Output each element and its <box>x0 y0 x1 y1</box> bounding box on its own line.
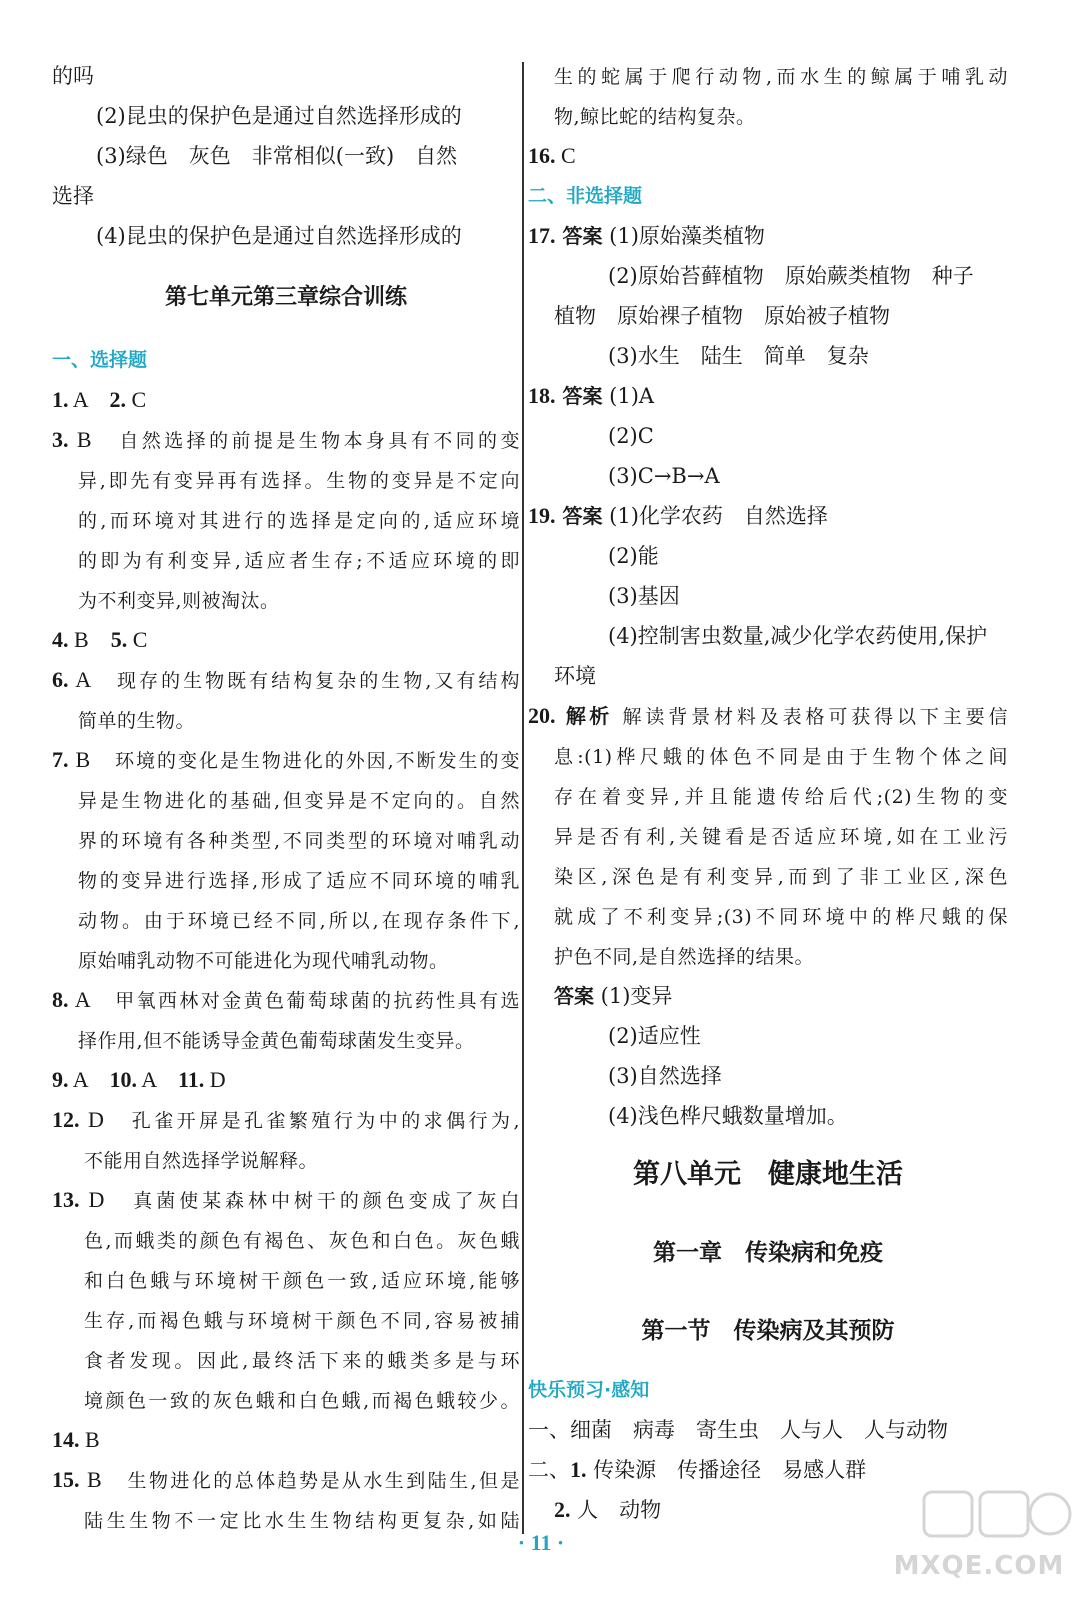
text-line <box>52 620 520 660</box>
text-span: 第八单元 健康地生活 <box>633 1159 903 1190</box>
text-span: 一、细菌 病毒 寄生虫 人与人 人与动物 <box>528 1418 948 1442</box>
text-line <box>52 1140 520 1180</box>
text-span: 传染源 传播途径 易感人群 <box>586 1458 867 1482</box>
text-span: 现存的生物既有结构复杂的生物,又有结构 <box>117 670 520 692</box>
text-span: 息:(1)桦尺蛾的体色不同是由于生物个体之间 <box>554 746 1008 768</box>
text-span: (1)原始藻类植物 <box>602 224 765 248</box>
text-line <box>52 460 520 500</box>
item-number: 3. <box>52 427 69 452</box>
text-span: A <box>68 387 110 412</box>
text-span: 动物。由于环境已经不同,所以,在现存条件下, <box>78 910 520 932</box>
text-span: D <box>204 1067 226 1092</box>
text-span: 自然选择的前提是生物本身具有不同的变 <box>119 430 520 452</box>
text-span: 二、非选择题 <box>528 185 643 207</box>
text-span: (2)原始苔藓植物 原始蕨类植物 种子 <box>608 264 974 288</box>
item-number: 20. <box>528 703 556 728</box>
watermark-logo <box>884 1488 1074 1588</box>
text-line <box>528 776 1008 816</box>
item-number: 19. <box>528 503 556 528</box>
svg-text:MXQE.COM: MXQE.COM <box>893 1551 1065 1581</box>
text-span: 色,而蛾类的颜色有褐色、灰色和白色。灰色蛾 <box>84 1230 520 1252</box>
text-span: 生的蛇属于爬行动物,而水生的鲸属于哺乳动 <box>554 66 1008 88</box>
item-number: 6. <box>52 667 69 692</box>
text-line <box>52 1020 520 1060</box>
text-span: A <box>136 1067 178 1092</box>
text-line <box>528 1450 1008 1490</box>
item-number: 13. <box>52 1187 80 1212</box>
text-line <box>52 96 520 136</box>
text-line <box>52 1340 520 1380</box>
text-line <box>52 420 520 460</box>
text-span: 二、 <box>528 1458 570 1482</box>
text-span: 第一节 传染病及其预防 <box>641 1318 895 1344</box>
text-line <box>528 816 1008 856</box>
item-number: 2. <box>554 1497 571 1522</box>
text-span: 异,即先有变异再有选择。生物的变异是不定向 <box>78 470 520 492</box>
text-line <box>52 136 520 176</box>
page-number: · 11 · <box>517 1530 565 1555</box>
text-line <box>528 416 1008 456</box>
text-line <box>52 1420 520 1460</box>
text-span: B <box>68 627 111 652</box>
text-span: A <box>68 987 116 1012</box>
text-span: 第一章 传染病和免疫 <box>653 1240 883 1266</box>
text-span: 不能用自然选择学说解释。 <box>84 1150 319 1172</box>
left-column <box>52 56 520 1540</box>
text-line <box>52 216 520 256</box>
text-span: 环境 <box>554 664 596 688</box>
text-line <box>528 896 1008 936</box>
text-line <box>528 96 1008 136</box>
item-number: 16. <box>528 143 556 168</box>
text-span: 原始哺乳动物不可能进化为现代哺乳动物。 <box>78 950 449 972</box>
text-span: (1)变异 <box>594 984 673 1008</box>
text-span: 存在着变异,并且能遗传给后代;(2)生物的变 <box>554 786 1008 808</box>
section-heading <box>528 1292 1008 1370</box>
text-line <box>528 456 1008 496</box>
item-number: 5. <box>110 627 128 652</box>
text-line <box>52 1380 520 1420</box>
answer-label: 解析 <box>555 704 613 728</box>
text-line <box>52 1300 520 1340</box>
subsection-heading <box>528 1370 1008 1410</box>
text-span: (2)能 <box>608 544 659 568</box>
text-span: C <box>555 143 576 168</box>
text-span: 和白色蛾与环境树干颜色一致,适应环境,能够 <box>84 1270 520 1292</box>
text-span: 生存,而褐色蛾与环境树干颜色不同,容易被捕 <box>84 1310 520 1332</box>
text-span: (2)适应性 <box>608 1024 701 1048</box>
text-span: 人 动物 <box>570 1498 662 1522</box>
text-span: 一、选择题 <box>52 349 148 371</box>
item-number: 2. <box>109 387 126 412</box>
item-number: 12. <box>52 1107 80 1132</box>
text-line <box>528 856 1008 896</box>
text-span: 的,而环境对其进行的选择是定向的,适应环境 <box>78 510 520 532</box>
text-span: (2)昆虫的保护色是通过自然选择形成的 <box>96 104 462 128</box>
text-line <box>528 576 1008 616</box>
text-span: B <box>68 747 116 772</box>
text-line <box>528 1056 1008 1096</box>
item-number: 1. <box>52 387 69 412</box>
subsection-heading <box>528 176 1008 216</box>
text-span: 物的变异进行选择,形成了适应不同环境的哺乳 <box>78 870 520 892</box>
text-span: 陆生生物不一定比水生生物结构更复杂,如陆 <box>84 1510 520 1532</box>
text-span: 选择 <box>52 184 94 208</box>
text-line <box>528 1016 1008 1056</box>
text-span: 环境的变化是生物进化的外因,不断发生的变 <box>115 750 520 772</box>
text-span: D <box>79 1107 132 1132</box>
text-line <box>52 1460 520 1500</box>
text-span: A <box>68 1067 110 1092</box>
item-number: 14. <box>52 1427 80 1452</box>
text-span: 就成了不利变异;(3)不同环境中的桦尺蛾的保 <box>554 906 1008 928</box>
text-line <box>52 820 520 860</box>
text-span: A <box>68 667 118 692</box>
text-span: (3)水生 陆生 简单 复杂 <box>608 344 869 368</box>
text-span: B <box>68 427 120 452</box>
text-span: 界的环境有各种类型,不同类型的环境对哺乳动 <box>78 830 520 852</box>
text-line <box>528 936 1008 976</box>
text-line <box>528 696 1008 736</box>
text-span: 境颜色一致的灰色蛾和白色蛾,而褐色蛾较少。 <box>84 1390 520 1412</box>
text-span: (4)昆虫的保护色是通过自然选择形成的 <box>96 224 462 248</box>
text-line <box>528 1410 1008 1450</box>
text-span: 的即为有利变异,适应者生存;不适应环境的即 <box>78 550 520 572</box>
text-span: B <box>79 1467 128 1492</box>
answer-label: 答案 <box>555 384 603 408</box>
item-number: 9. <box>52 1067 69 1092</box>
text-span: (3)基因 <box>608 584 680 608</box>
text-line <box>52 780 520 820</box>
item-number: 1. <box>570 1457 587 1482</box>
text-line <box>52 700 520 740</box>
text-line <box>52 540 520 580</box>
text-span: 快乐预习·感知 <box>528 1379 650 1401</box>
text-span: 的吗 <box>52 64 94 88</box>
text-line <box>52 380 520 420</box>
text-line <box>52 1180 520 1220</box>
text-span: 生物进化的总体趋势是从水生到陆生,但是 <box>127 1470 520 1492</box>
text-span: (2)C <box>608 424 654 448</box>
text-span: 异是生物进化的基础,但变异是不定向的。自然 <box>78 790 520 812</box>
text-line <box>52 940 520 980</box>
item-number: 18. <box>528 383 556 408</box>
text-span: (3)C→B→A <box>608 464 720 488</box>
text-span: 为不利变异,则被淘汰。 <box>78 590 280 612</box>
text-span: (4)浅色桦尺蛾数量增加。 <box>608 1104 848 1128</box>
text-span: 简单的生物。 <box>78 710 196 732</box>
text-span: (4)控制害虫数量,减少化学农药使用,保护 <box>608 624 988 648</box>
item-number: 4. <box>52 627 69 652</box>
text-span: (3)自然选择 <box>608 1064 722 1088</box>
text-span: 第七单元第三章综合训练 <box>164 285 407 310</box>
text-line <box>52 500 520 540</box>
text-span: 解读背景材料及表格可获得以下主要信 <box>612 706 1008 728</box>
text-line <box>528 256 1008 296</box>
text-span: 孔雀开屏是孔雀繁殖行为中的求偶行为, <box>131 1110 520 1132</box>
text-line <box>528 56 1008 96</box>
text-span: C <box>127 627 148 652</box>
section-heading <box>52 256 520 340</box>
text-span: (3)绿色 灰色 非常相似(一致) 自然 <box>96 144 458 168</box>
text-line <box>52 1060 520 1100</box>
item-number: 17. <box>528 223 556 248</box>
text-span: (1)化学农药 自然选择 <box>602 504 828 528</box>
text-span: 染区,深色是有利变异,而到了非工业区,深色 <box>554 866 1008 888</box>
text-line <box>528 376 1008 416</box>
text-line <box>52 1260 520 1300</box>
text-span: 异是否有利,关键看是否适应环境,如在工业污 <box>554 826 1008 848</box>
text-line <box>52 740 520 780</box>
text-line <box>52 176 520 216</box>
answer-label: 答案 <box>554 984 594 1008</box>
text-line <box>528 736 1008 776</box>
item-number: 8. <box>52 987 69 1012</box>
text-line <box>528 216 1008 256</box>
right-column <box>528 56 1008 1530</box>
text-span: D <box>79 1187 134 1212</box>
text-line <box>528 656 1008 696</box>
text-line <box>528 536 1008 576</box>
text-line <box>528 296 1008 336</box>
section-heading <box>528 1214 1008 1292</box>
text-line <box>528 616 1008 656</box>
item-number: 15. <box>52 1467 80 1492</box>
text-span: C <box>125 387 147 412</box>
text-line <box>528 336 1008 376</box>
answer-label: 答案 <box>555 504 603 528</box>
text-line <box>528 496 1008 536</box>
text-span: 护色不同,是自然选择的结果。 <box>554 946 815 968</box>
text-span: B <box>79 1427 100 1452</box>
text-line <box>52 1220 520 1260</box>
text-line <box>52 56 520 96</box>
text-line <box>528 1096 1008 1136</box>
text-line <box>52 1100 520 1140</box>
text-line <box>52 580 520 620</box>
text-span: 甲氧西林对金黄色葡萄球菌的抗药性具有选 <box>115 990 520 1012</box>
text-span: 食者发现。因此,最终活下来的蛾类多是与环 <box>84 1350 520 1372</box>
column-divider <box>522 62 524 1534</box>
text-span: 择作用,但不能诱导金黄色葡萄球菌发生变异。 <box>78 1030 475 1052</box>
text-line <box>52 860 520 900</box>
text-line <box>52 980 520 1020</box>
text-span: (1)A <box>602 384 655 408</box>
text-span: 真菌使某森林中树干的颜色变成了灰白 <box>133 1190 520 1212</box>
item-number: 10. <box>109 1067 137 1092</box>
subsection-heading <box>52 340 520 380</box>
text-span: 植物 原始裸子植物 原始被子植物 <box>554 304 890 328</box>
text-line <box>528 136 1008 176</box>
text-span: 物,鲸比蛇的结构复杂。 <box>554 106 756 128</box>
text-line <box>52 660 520 700</box>
item-number: 7. <box>52 747 69 772</box>
answer-label: 答案 <box>555 224 603 248</box>
section-heading <box>528 1136 1008 1214</box>
text-line <box>528 976 1008 1016</box>
text-line <box>52 900 520 940</box>
item-number: 11. <box>177 1067 205 1092</box>
